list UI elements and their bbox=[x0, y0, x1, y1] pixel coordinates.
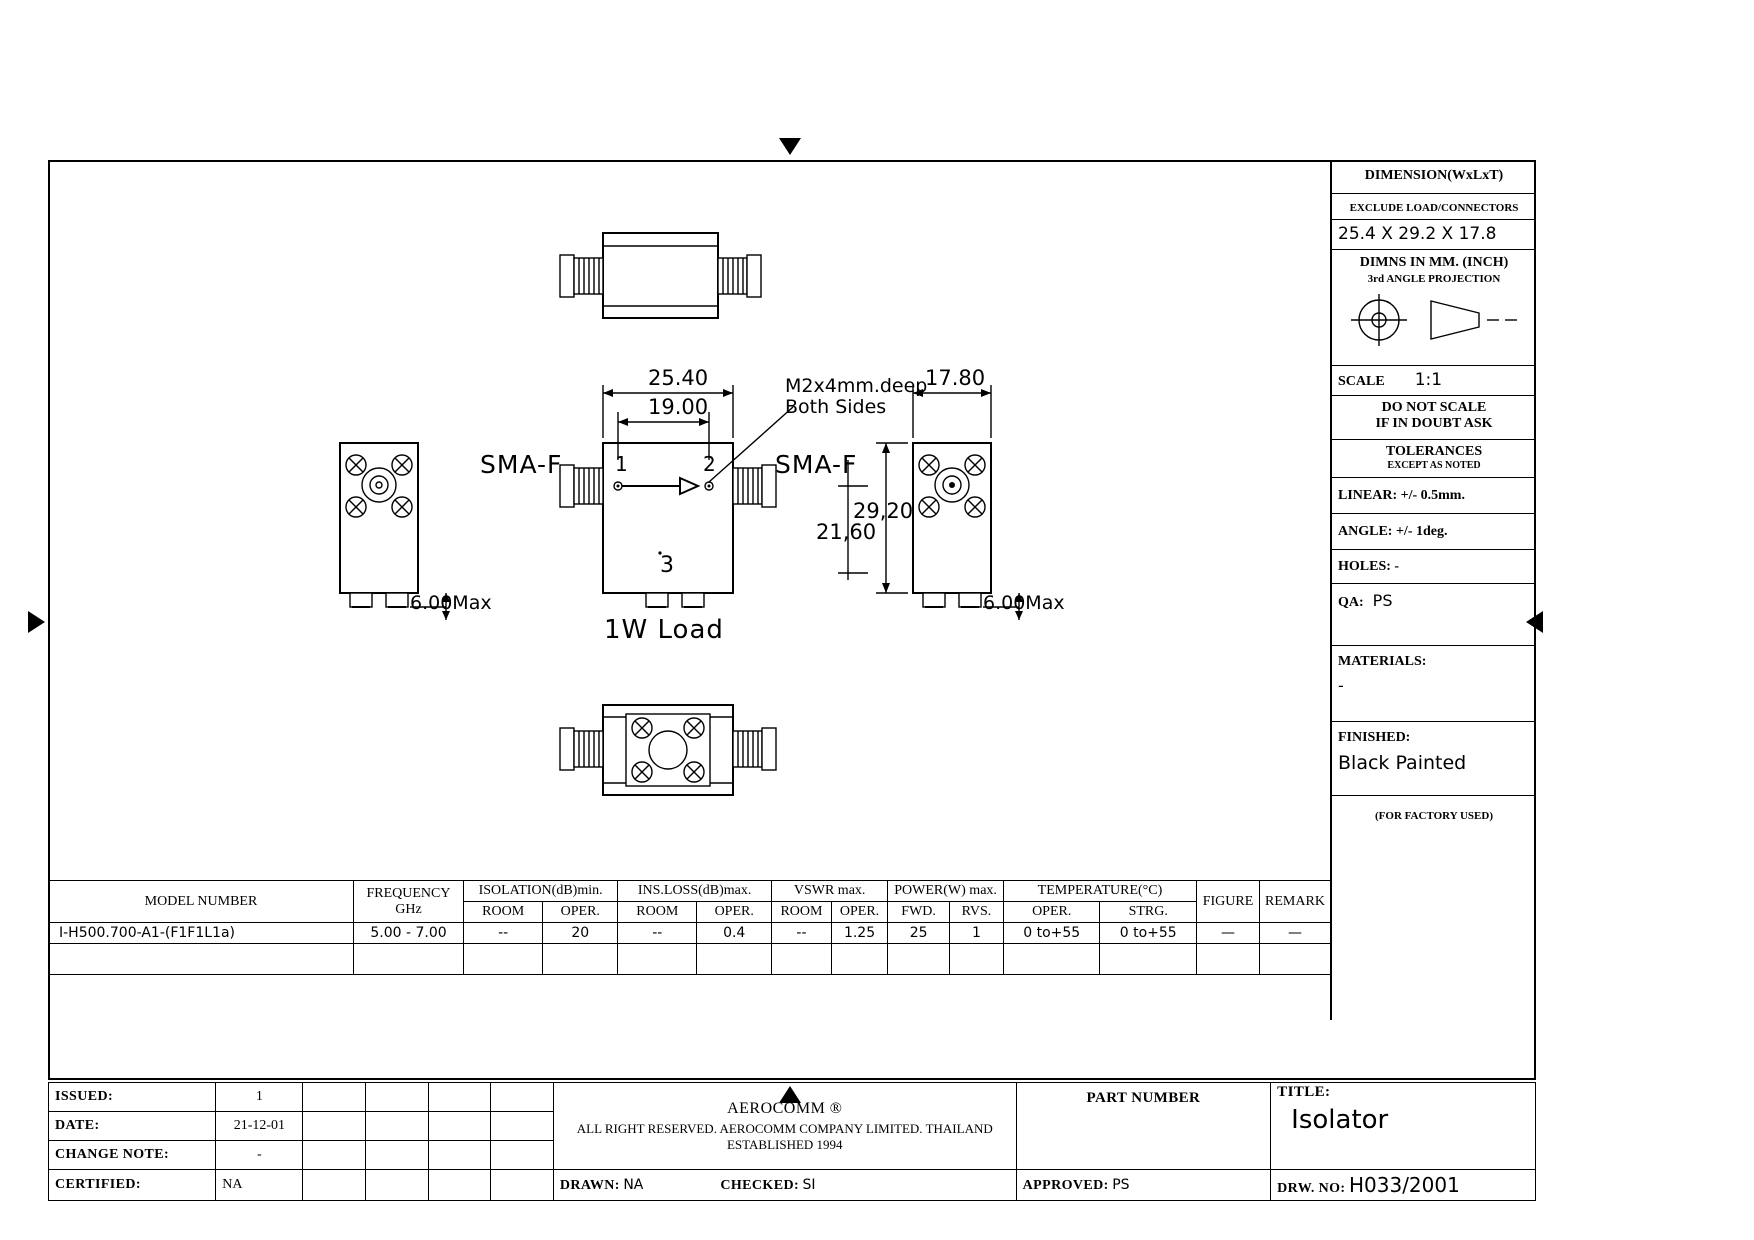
screw-note-line2: Both Sides bbox=[785, 396, 887, 418]
qa-box bbox=[1332, 584, 1536, 646]
approved-value: PS bbox=[1112, 1176, 1130, 1193]
cell-isolation-room: -- bbox=[464, 923, 543, 944]
top-center-marker-icon bbox=[779, 138, 801, 155]
finished-value: Black Painted bbox=[1338, 752, 1467, 774]
screw-note-line1: M2x4mm.deep bbox=[785, 375, 928, 397]
change-note-label: CHANGE NOTE: bbox=[49, 1141, 216, 1170]
dim-width-inner: 19.00 bbox=[648, 395, 709, 419]
approved-label: APPROVED: bbox=[1022, 1177, 1109, 1193]
header-model: MODEL NUMBER bbox=[49, 881, 354, 923]
title-value: Isolator bbox=[1291, 1105, 1389, 1135]
date-label: DATE: bbox=[49, 1112, 216, 1141]
cell-blank-2 bbox=[354, 944, 464, 975]
dim-width-overall: 25.40 bbox=[648, 366, 709, 390]
port-label-3: 3 bbox=[660, 553, 674, 578]
cell-blank-12 bbox=[1100, 944, 1197, 975]
dim-height-inner: 21,60 bbox=[816, 520, 877, 544]
cell-temp-oper: 0 to+55 bbox=[1003, 923, 1099, 944]
issued-label: ISSUED: bbox=[49, 1083, 216, 1112]
header-figure: FIGURE bbox=[1197, 881, 1260, 923]
header-vswr: VSWR max. bbox=[772, 881, 888, 902]
cell-blank-5 bbox=[618, 944, 697, 975]
scale-label: SCALE bbox=[1338, 374, 1385, 389]
finished-box bbox=[1332, 722, 1536, 796]
cell-power-fwd: 25 bbox=[888, 923, 950, 944]
header-isolation: ISOLATION(dB)min. bbox=[464, 881, 618, 902]
spec-table bbox=[48, 880, 1331, 975]
cell-blank-10 bbox=[950, 944, 1004, 975]
revbox-11 bbox=[428, 1141, 491, 1170]
cell-remark: — bbox=[1260, 923, 1331, 944]
dimension-sub: EXCLUDE LOAD/CONNECTORS bbox=[1349, 202, 1519, 214]
tolerances-sub: EXCEPT AS NOTED bbox=[1387, 460, 1481, 471]
header-temperature: TEMPERATURE(°C) bbox=[1003, 881, 1196, 902]
dim-height-overall: 29,20 bbox=[853, 499, 914, 523]
tolerances-title-box bbox=[1332, 440, 1536, 478]
tolerance-linear: LINEAR: +/- 0.5mm. bbox=[1338, 488, 1465, 503]
table-row bbox=[49, 923, 1331, 944]
connector-label-right: SMA-F bbox=[775, 450, 858, 479]
header-remark: REMARK bbox=[1260, 881, 1331, 923]
revbox-5 bbox=[303, 1112, 366, 1141]
revbox-14 bbox=[366, 1170, 429, 1201]
projection-box bbox=[1332, 250, 1536, 366]
scale-value: 1:1 bbox=[1414, 370, 1443, 390]
connector-label-left: SMA-F bbox=[480, 450, 563, 479]
cell-temp-strg: 0 to+55 bbox=[1100, 923, 1197, 944]
header-frequency-label: FREQUENCY bbox=[366, 885, 451, 901]
dimension-title-box bbox=[1332, 160, 1536, 194]
revbox-15 bbox=[428, 1170, 491, 1201]
bottom-view bbox=[560, 705, 776, 795]
left-center-marker-icon bbox=[28, 611, 45, 633]
certified-label: CERTIFIED: bbox=[49, 1170, 216, 1201]
cell-blank-4 bbox=[543, 944, 618, 975]
tolerance-angle-box bbox=[1332, 514, 1536, 550]
drawn-cell bbox=[553, 1170, 1016, 1201]
cell-isolation-oper: 20 bbox=[543, 923, 618, 944]
drw-no-label: DRW. NO: bbox=[1277, 1181, 1346, 1196]
dim-conn-height-right: 6.00Max bbox=[983, 592, 1065, 614]
header-temp-oper: OPER. bbox=[1003, 902, 1099, 923]
company-block bbox=[553, 1083, 1016, 1170]
header-insloss-oper: OPER. bbox=[697, 902, 772, 923]
cell-blank-13 bbox=[1197, 944, 1260, 975]
revbox-2 bbox=[366, 1083, 429, 1112]
revbox-4 bbox=[491, 1083, 554, 1112]
dimension-sub-box bbox=[1332, 194, 1536, 220]
title-block bbox=[48, 1082, 1536, 1197]
cell-vswr-room: -- bbox=[772, 923, 832, 944]
cell-model: I-H500.700-A1-(F1F1L1a) bbox=[49, 923, 354, 944]
approved-cell bbox=[1016, 1170, 1271, 1201]
port-label-1: 1 bbox=[615, 452, 628, 476]
drawing-views bbox=[48, 160, 1332, 880]
drw-no-cell bbox=[1271, 1170, 1536, 1201]
header-frequency-unit: GHz bbox=[395, 901, 422, 917]
dimns-line1: DIMNS IN MM. (INCH) bbox=[1359, 255, 1509, 270]
header-ins-loss: INS.LOSS(dB)max. bbox=[618, 881, 772, 902]
header-insloss-room: ROOM bbox=[618, 902, 697, 923]
checked-label: CHECKED: bbox=[720, 1177, 800, 1193]
cell-blank-9 bbox=[888, 944, 950, 975]
header-vswr-oper: OPER. bbox=[831, 902, 887, 923]
revbox-9 bbox=[303, 1141, 366, 1170]
cell-blank-14 bbox=[1260, 944, 1331, 975]
cell-insloss-room: -- bbox=[618, 923, 697, 944]
materials-value: - bbox=[1338, 676, 1344, 695]
do-not-scale-line1: DO NOT SCALE bbox=[1381, 400, 1487, 415]
cell-blank-8 bbox=[831, 944, 887, 975]
title-block-title bbox=[1271, 1083, 1536, 1170]
scale-box bbox=[1332, 366, 1536, 396]
revbox-16 bbox=[491, 1170, 554, 1201]
cell-blank-7 bbox=[772, 944, 832, 975]
tolerance-holes: HOLES: - bbox=[1338, 559, 1400, 574]
do-not-scale-line2: IF IN DOUBT ASK bbox=[1375, 416, 1493, 431]
third-angle-projection-icon bbox=[1339, 289, 1529, 351]
header-power-rvs: RVS. bbox=[950, 902, 1004, 923]
factory-used-label: (FOR FACTORY USED) bbox=[1375, 810, 1493, 822]
cell-blank-1 bbox=[49, 944, 354, 975]
part-number-block bbox=[1016, 1083, 1271, 1170]
part-number-label: PART NUMBER bbox=[1086, 1090, 1201, 1106]
do-not-scale-box bbox=[1332, 396, 1536, 440]
tolerances-title: TOLERANCES bbox=[1385, 444, 1483, 459]
cell-vswr-oper: 1.25 bbox=[831, 923, 887, 944]
tolerance-holes-box bbox=[1332, 550, 1536, 584]
rights-line1: ALL RIGHT RESERVED. AEROCOMM COMPANY LIMITED. THAILAND bbox=[576, 1120, 993, 1136]
revbox-8 bbox=[491, 1112, 554, 1141]
cell-insloss-oper: 0.4 bbox=[697, 923, 772, 944]
header-vswr-room: ROOM bbox=[772, 902, 832, 923]
header-power: POWER(W) max. bbox=[888, 881, 1004, 902]
load-label: 1W Load bbox=[604, 615, 724, 645]
cell-blank-11 bbox=[1003, 944, 1099, 975]
revbox-6 bbox=[366, 1112, 429, 1141]
materials-box bbox=[1332, 646, 1536, 722]
issued-value: 1 bbox=[216, 1083, 303, 1112]
cell-frequency: 5.00 - 7.00 bbox=[354, 923, 464, 944]
dimension-value-box bbox=[1332, 220, 1536, 250]
revbox-7 bbox=[428, 1112, 491, 1141]
tolerance-angle: ANGLE: +/- 1deg. bbox=[1338, 524, 1448, 539]
cell-figure: — bbox=[1197, 923, 1260, 944]
rights-line2: ESTABLISHED 1994 bbox=[726, 1136, 843, 1152]
dimension-value: 25.4 X 29.2 X 17.8 bbox=[1338, 224, 1497, 244]
port-label-2: 2 bbox=[703, 452, 716, 476]
date-value: 21-12-01 bbox=[216, 1112, 303, 1141]
header-frequency bbox=[354, 881, 464, 923]
revbox-10 bbox=[366, 1141, 429, 1170]
revbox-13 bbox=[303, 1170, 366, 1201]
title-label: TITLE: bbox=[1277, 1084, 1331, 1100]
top-view bbox=[560, 233, 761, 318]
qa-label: QA: bbox=[1338, 595, 1364, 610]
dim-thickness: 17.80 bbox=[925, 366, 986, 390]
header-power-fwd: FWD. bbox=[888, 902, 950, 923]
dim-conn-height-left: 6.00Max bbox=[410, 592, 492, 614]
checked-value: SI bbox=[802, 1176, 816, 1193]
dimension-title: DIMENSION(WxLxT) bbox=[1364, 168, 1504, 183]
company-name: AEROCOMM ® bbox=[727, 1099, 843, 1117]
drawn-value: NA bbox=[623, 1176, 644, 1193]
materials-label: MATERIALS: bbox=[1338, 654, 1427, 669]
revbox-3 bbox=[428, 1083, 491, 1112]
dimns-line2: 3rd ANGLE PROJECTION bbox=[1367, 273, 1501, 285]
finished-label: FINISHED: bbox=[1338, 730, 1411, 745]
change-note-value: - bbox=[216, 1141, 303, 1170]
revbox-12 bbox=[491, 1141, 554, 1170]
tolerance-linear-box bbox=[1332, 478, 1536, 514]
certified-value: NA bbox=[216, 1170, 303, 1201]
factory-used-box bbox=[1332, 796, 1536, 842]
cell-blank-3 bbox=[464, 944, 543, 975]
header-isolation-room: ROOM bbox=[464, 902, 543, 923]
qa-value: PS bbox=[1372, 591, 1393, 610]
cell-blank-6 bbox=[697, 944, 772, 975]
drw-no-value: H033/2001 bbox=[1348, 1173, 1460, 1197]
info-column bbox=[1330, 160, 1536, 1020]
drawn-label: DRAWN: bbox=[559, 1177, 620, 1193]
cell-power-rvs: 1 bbox=[950, 923, 1004, 944]
revbox-1 bbox=[303, 1083, 366, 1112]
header-isolation-oper: OPER. bbox=[543, 902, 618, 923]
header-temp-strg: STRG. bbox=[1100, 902, 1197, 923]
